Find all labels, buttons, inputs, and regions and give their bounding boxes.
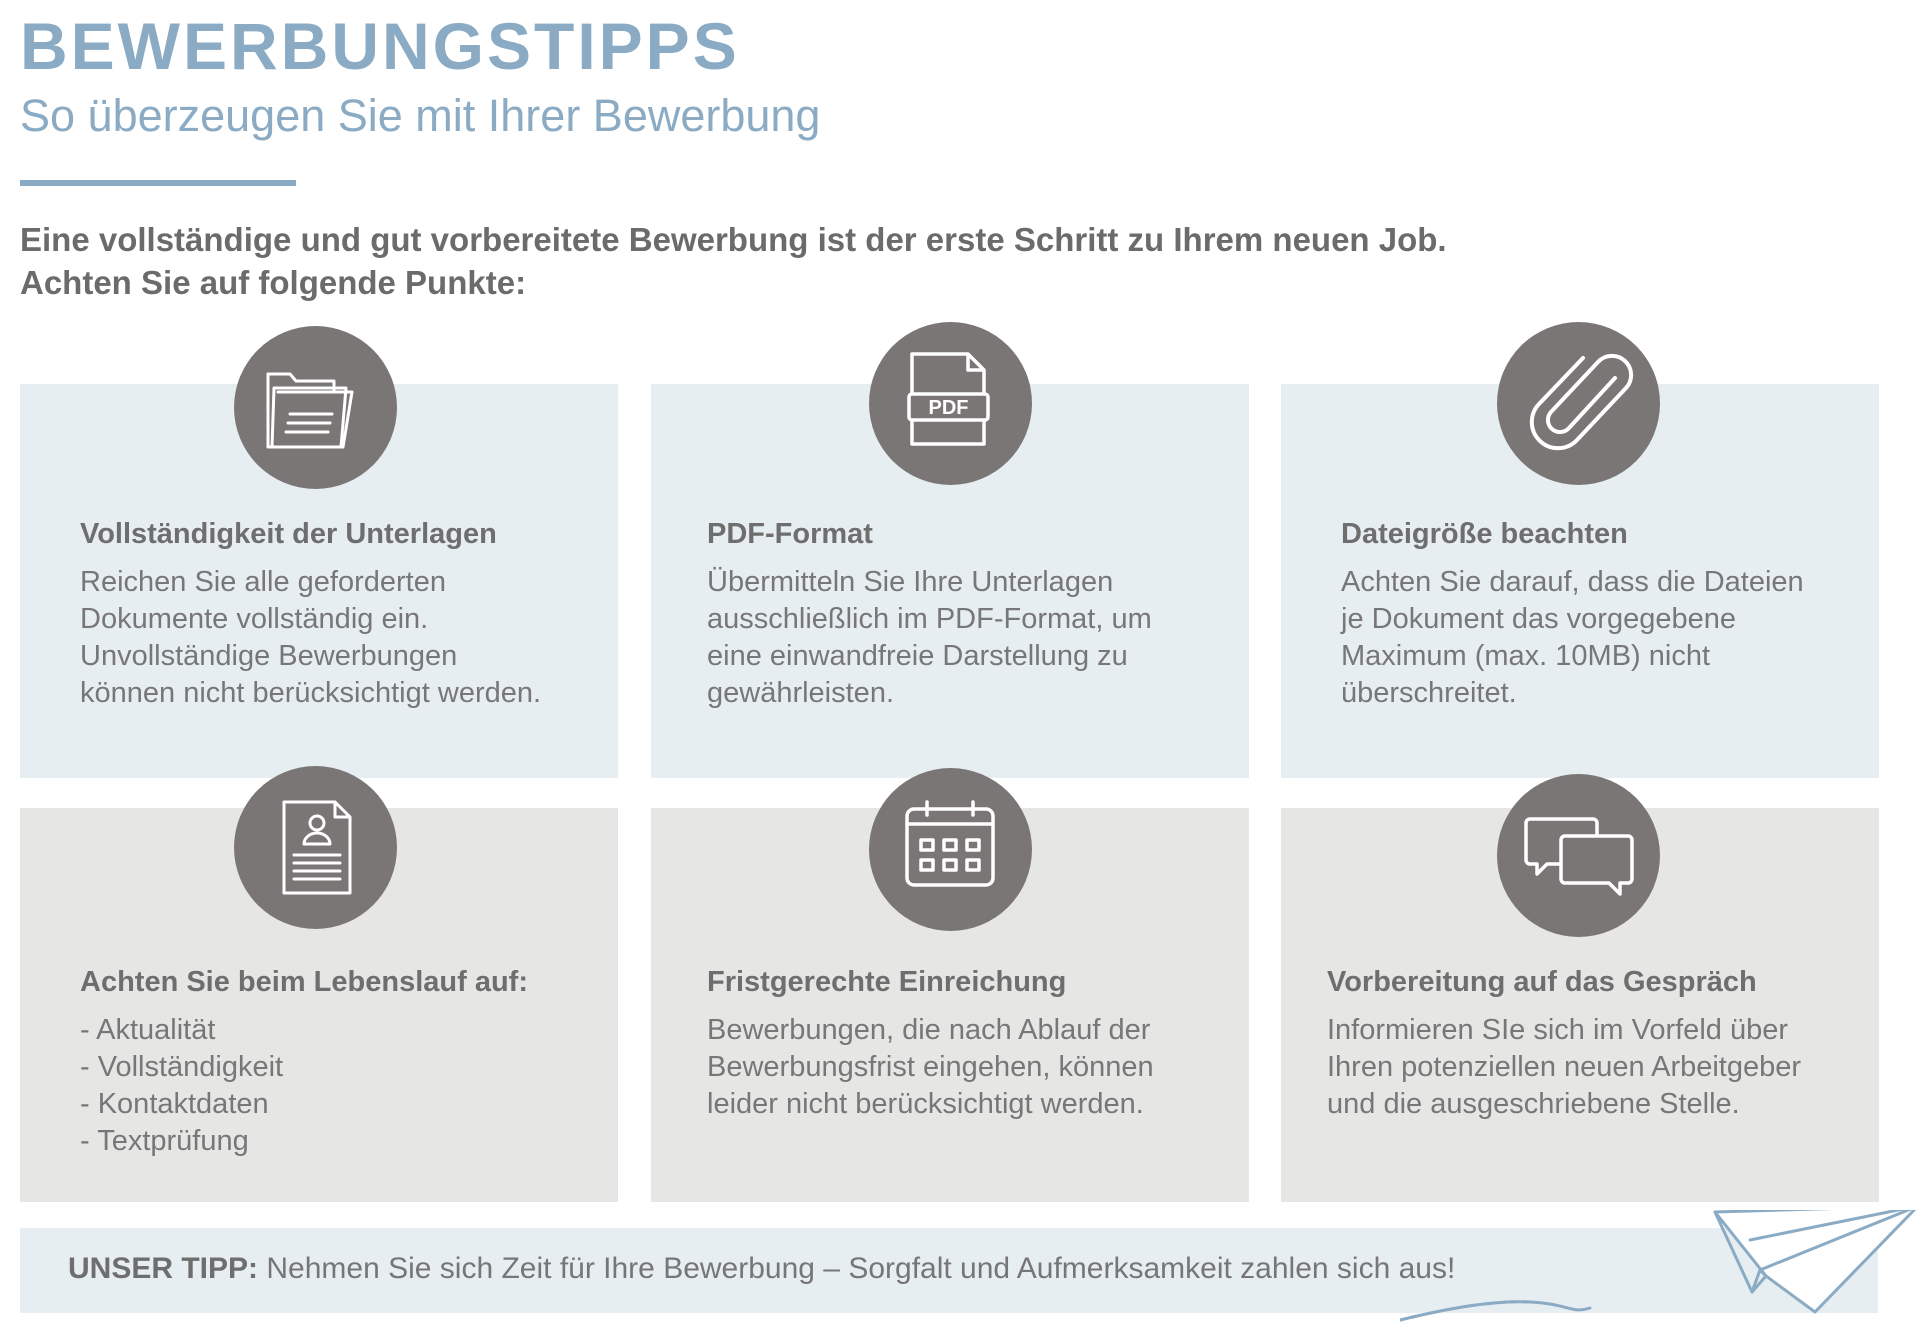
card-title: Vorbereitung auf das Gespräch	[1327, 966, 1757, 998]
card-line: Unvollständige Bewerbungen	[80, 640, 458, 672]
pdf-icon-label: PDF	[928, 397, 969, 419]
card-line: eine einwandfreie Darstellung zu	[707, 640, 1128, 672]
intro-line-2: Achten Sie auf folgende Punkte:	[20, 264, 527, 301]
card-title: Fristgerechte Einreichung	[707, 966, 1067, 998]
paperclip-icon	[1497, 322, 1660, 485]
card-line: Übermitteln Sie Ihre Unterlagen	[707, 566, 1114, 598]
card-line: gewährleisten.	[707, 677, 894, 709]
pdf-file-icon	[869, 322, 1032, 485]
card-line: ausschließlich im PDF-Format, um	[707, 603, 1152, 635]
card-title: Achten Sie beim Lebenslauf auf:	[80, 966, 528, 998]
card-text	[1341, 564, 1861, 712]
calendar-icon	[869, 768, 1032, 931]
card-line: überschreitet.	[1341, 677, 1517, 709]
card-line: und die ausgeschriebene Stelle.	[1327, 1088, 1740, 1120]
card-text	[707, 1012, 1227, 1123]
card-title: Vollständigkeit der Unterlagen	[80, 518, 497, 550]
card-line: - Textprüfung	[80, 1125, 249, 1157]
paper-plane-icon	[1400, 1210, 1920, 1333]
resume-document-icon	[234, 766, 397, 929]
card-line: Bewerbungen, die nach Ablauf der	[707, 1014, 1151, 1046]
card-line: Achten Sie darauf, dass die Dateien	[1341, 566, 1804, 598]
page-subtitle: So überzeugen Sie mit Ihrer Bewerbung	[20, 90, 821, 141]
card-line: - Kontaktdaten	[80, 1088, 269, 1120]
card-line: Informieren SIe sich im Vorfeld über	[1327, 1014, 1788, 1046]
card-line: - Aktualität	[80, 1014, 216, 1046]
card-title: Dateigröße beachten	[1341, 518, 1628, 550]
title-divider	[20, 180, 296, 186]
card-text	[707, 564, 1227, 712]
card-line: Maximum (max. 10MB) nicht	[1341, 640, 1711, 672]
card-line: leider nicht berücksichtigt werden.	[707, 1088, 1144, 1120]
intro-text	[20, 218, 1520, 304]
page-title: BEWERBUNGSTIPPS	[20, 9, 740, 83]
card-line: Reichen Sie alle geforderten	[80, 566, 446, 598]
intro-line-1: Eine vollständige und gut vorbereitete Bewerbung ist der erste Schritt zu Ihrem neuen Job.	[20, 221, 1447, 258]
card-text	[80, 564, 600, 712]
tip-text	[68, 1252, 1455, 1286]
tip-message: Nehmen Sie sich Zeit für Ihre Bewerbung – Sorgfalt und Aufmerksamkeit zahlen sich aus!	[258, 1252, 1456, 1285]
card-line: Dokumente vollständig ein.	[80, 603, 429, 635]
card-line: je Dokument das vorgegebene	[1341, 603, 1736, 635]
folder-icon	[234, 326, 397, 489]
tip-label: UNSER TIPP:	[68, 1252, 259, 1285]
speech-bubbles-icon	[1497, 774, 1660, 937]
card-text	[80, 1012, 600, 1160]
card-line: können nicht berücksichtigt werden.	[80, 677, 542, 709]
card-title: PDF-Format	[707, 518, 873, 550]
card-line: Ihren potenziellen neuen Arbeitgeber	[1327, 1051, 1802, 1083]
card-line: Bewerbungsfrist eingehen, können	[707, 1051, 1154, 1083]
card-text	[1327, 1012, 1872, 1123]
card-line: - Vollständigkeit	[80, 1051, 284, 1083]
